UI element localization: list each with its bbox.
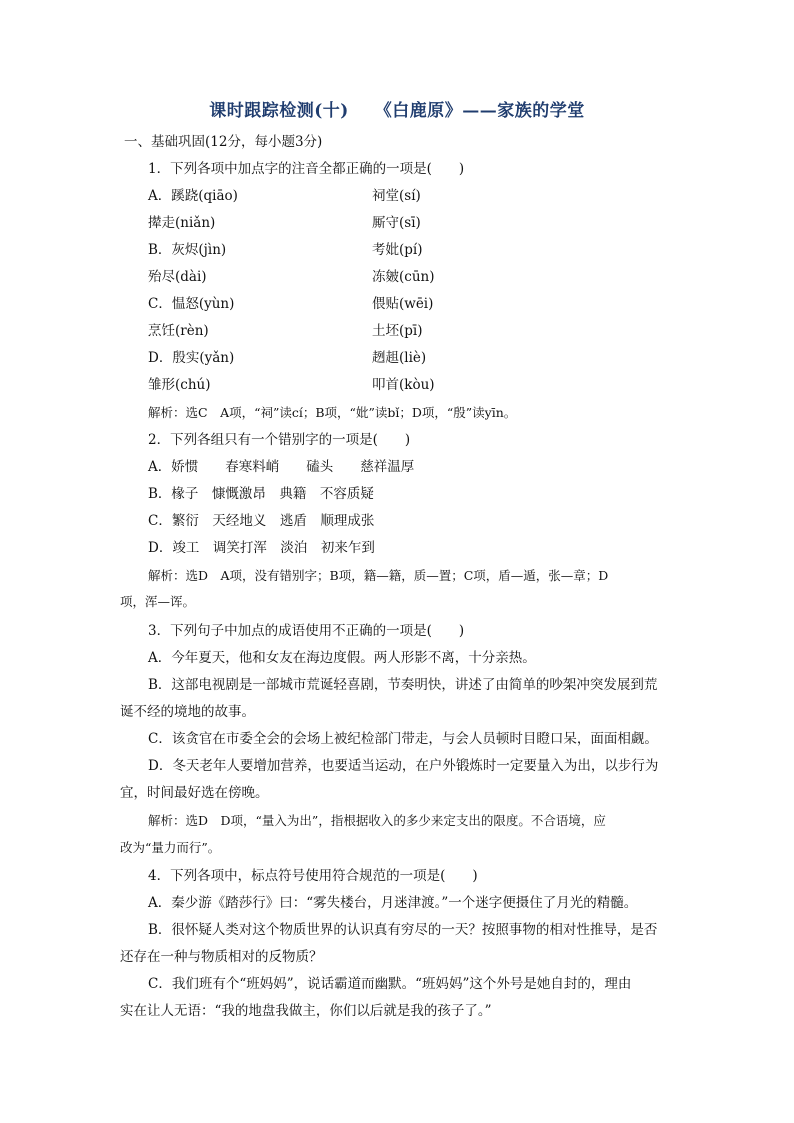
q1-choice: 烹饪(rèn): [148, 323, 209, 339]
q2-option: D．竣工 调笑打浑 淡泊 初来乍到: [148, 540, 375, 556]
q4-option-b: B．很怀疑人类对这个物质世界的认识真有穷尽的一天？按照事物的相对性推导，是否: [148, 922, 658, 938]
q2-answer: 解析：选D A项，没有错别字；B项，籍—籍，质—置；C项，盾—遁，张—章；D: [148, 568, 609, 583]
q1-answer: 解析：选C A项，“祠”读cí；B项，“妣”读bǐ；D项，“殷”读yīn。: [148, 405, 517, 420]
section-heading: 一、基础巩固(12分，每小题3分): [124, 134, 323, 150]
q2-stem: 2．下列各组只有一个错别字的一项是( ): [148, 432, 411, 448]
q3-stem: 3．下列句子中加点的成语使用不正确的一项是( ): [148, 623, 465, 639]
q1-choice: 撵走(niǎn): [148, 215, 216, 231]
q1-choice: 偎贴(wēi): [372, 296, 434, 312]
q1-stem: 1．下列各项中加点字的注音全都正确的一项是( ): [148, 161, 465, 177]
q1-choice: 叩首(kòu): [372, 377, 435, 393]
q4-option-b-cont: 还存在一种与物质相对的反物质？: [120, 949, 323, 965]
q4-stem: 4．下列各项中，标点符号使用符合规范的一项是( ): [148, 868, 478, 884]
q3-option-b: B．这部电视剧是一部城市荒诞轻喜剧，节奏明快，讲述了由简单的吵架冲突发展到荒: [148, 677, 658, 693]
title-sub: 《白鹿原》——家族的学堂: [374, 101, 585, 121]
q4-option-c-cont: 实在让人无语：“我的地盘我做主，你们以后就是我的孩子了。”: [120, 1003, 492, 1019]
q2-option: A．娇惯 春寒料峭 磕头 慈祥温厚: [148, 459, 415, 475]
q1-choice: C．愠怒(yùn): [148, 296, 235, 312]
q1-choice: 厮守(sī): [372, 215, 421, 231]
q3-option-c: C．该贪官在市委全会的会场上被纪检部门带走，与会人员顿时目瞪口呆，面面相觑。: [148, 731, 658, 747]
q1-choice: D．殷实(yǎn): [148, 350, 235, 366]
q1-choice: 趔趄(liè): [372, 350, 427, 366]
q4-option-c: C．我们班有个“班妈妈”，说话霸道而幽默。“班妈妈”这个外号是她自封的，理由: [148, 976, 632, 992]
q1-choice: 雏形(chú): [148, 377, 211, 393]
q4-option-a: A．秦少游《踏莎行》曰：“雾失楼台，月迷津渡。”一个迷字便摄住了月光的精髓。: [148, 895, 638, 911]
q1-choice: 祠堂(sí): [372, 188, 421, 204]
q1-choice: 考妣(pí): [372, 242, 423, 258]
q2-option: C．繁衍 天经地义 逃盾 顺理成张: [148, 513, 375, 529]
q3-option-d-cont: 宜，时间最好选在傍晚。: [120, 785, 269, 801]
q1-choice: B．灰烬(jìn): [148, 242, 227, 258]
q1-choice: A．蹊跷(qiāo): [148, 188, 238, 204]
q2-answer-cont: 项，浑—诨。: [120, 594, 196, 609]
q1-choice: 殆尽(dài): [148, 269, 207, 285]
q1-choice: 土坯(pī): [372, 323, 423, 339]
title-main: 课时跟踪检测(十): [209, 101, 349, 121]
q3-answer-cont: 改为“量力而行”。: [120, 840, 221, 855]
q3-option-b-cont: 诞不经的境地的故事。: [120, 704, 255, 720]
q2-option: B．椽子 慷慨激昂 典籍 不容质疑: [148, 486, 374, 502]
q3-option-a: A．今年夏天，他和女友在海边度假。两人形影不离，十分亲热。: [148, 650, 536, 666]
q1-choice: 冻皴(cūn): [372, 269, 435, 285]
q3-option-d: D．冬天老年人要增加营养，也要适当运动，在户外锻炼时一定要量入为出，以步行为: [148, 758, 659, 774]
q3-answer: 解析：选D D项，“量入为出”，指根据收入的多少来定支出的限度。不合语境，应: [148, 813, 606, 828]
page-title: [0, 96, 794, 121]
